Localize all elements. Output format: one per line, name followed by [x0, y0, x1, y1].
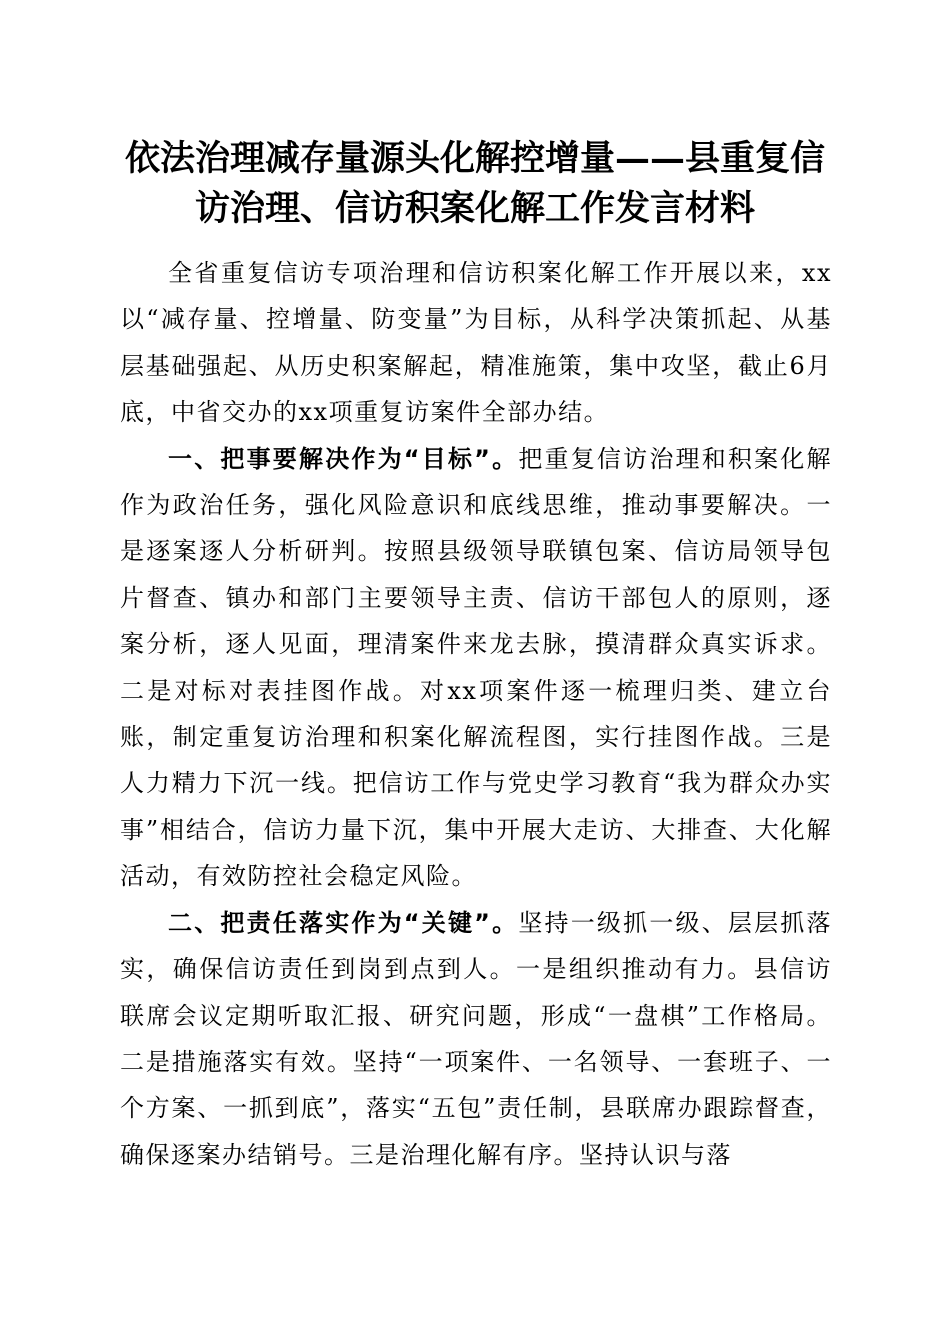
section-2-paragraph [120, 900, 832, 1178]
section-1-paragraph [120, 436, 832, 900]
section-2-heading: 二、把责任落实作为“关键”。 [168, 908, 519, 937]
title-line-1: 依法治理减存量源头化解控增量——县重复信 [124, 138, 825, 179]
section-2-text: 坚持一级抓一级、层层抓落实，确保信访责任到岗到点到人。一是组织推动有力。县信访联席会议定期听取汇报、研究问题，形成“一盘棋”工作格局。二是措施落实有效。坚持“一项案件、一名领导、一套班子、一个方案、一抓到底”，落实“五包”责任制，县联席办跟踪督查，确保逐案办结销号。三是治理化解有序。坚持认识与落 [120, 908, 833, 1169]
title-line-2: 访治理、信访积案化解工作发言材料 [194, 188, 755, 229]
document-title [100, 134, 850, 234]
section-1-heading: 一、把事要解决作为“目标”。 [168, 444, 519, 473]
document-body [120, 250, 832, 1178]
intro-paragraph: 全省重复信访专项治理和信访积案化解工作开展以来，xx以“减存量、控增量、防变量”为目标，从科学决策抓起、从基层基础强起、从历史积案解起，精准施策，集中攻坚，截止6月底，中省交办的xx项重复访案件全部办结。 [120, 259, 832, 427]
section-1-text: 把重复信访治理和积案化解作为政治任务，强化风险意识和底线思维，推动事要解决。一是逐案逐人分析研判。按照县级领导联镇包案、信访局领导包片督查、镇办和部门主要领导主责、信访干部包人的原则，逐案分析，逐人见面，理清案件来龙去脉，摸清群众真实诉求。二是对标对表挂图作战。对xx项案件逐一梳理归类、建立台账，制定重复访治理和积案化解流程图，实行挂图作战。三是人力精力下沉一线。把信访工作与党史学习教育“我为群众办实事”相结合，信访力量下沉，集中开展大走访、大排查、大化解活动，有效防控社会稳定风险。 [120, 444, 833, 891]
